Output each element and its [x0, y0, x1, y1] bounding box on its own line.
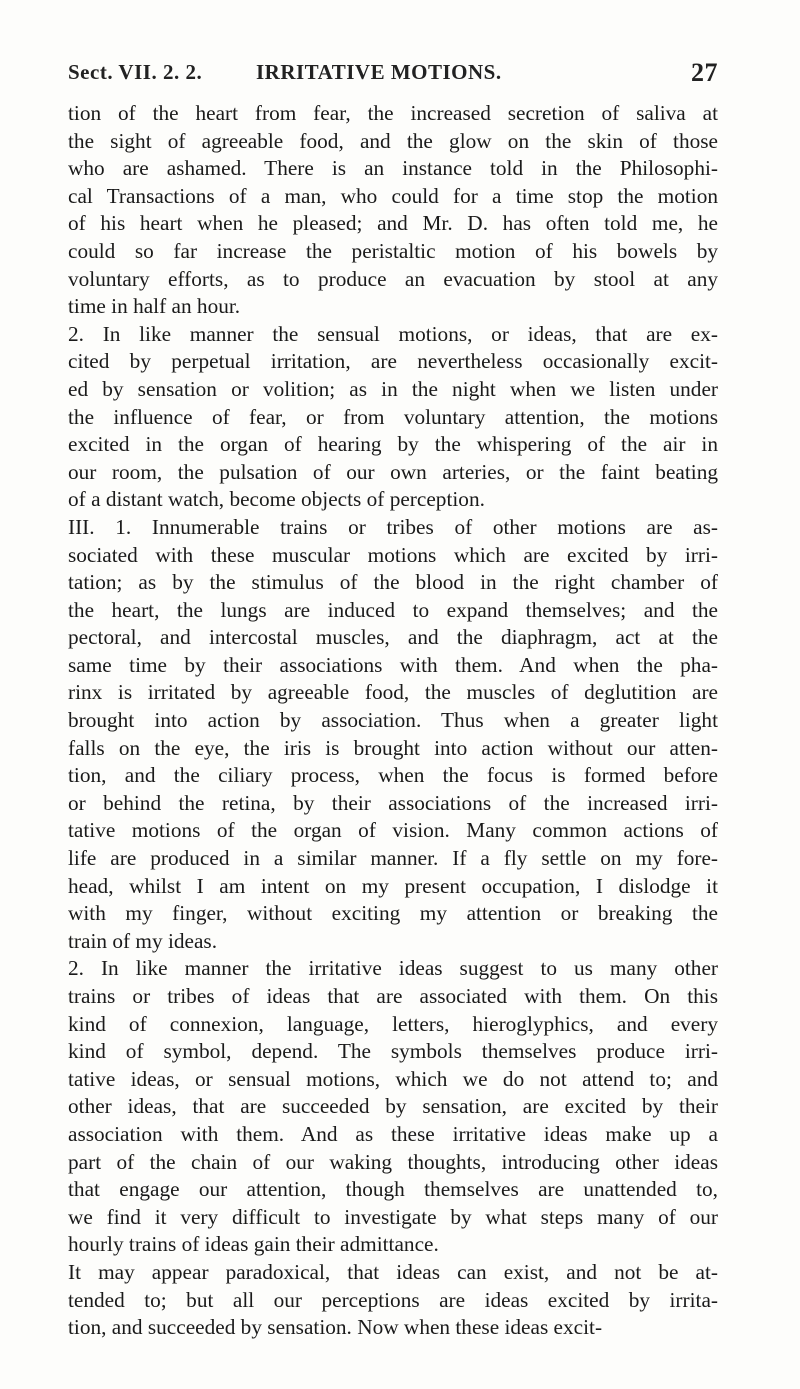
text-line: falls on the eye, the iris is brought into action without our atten-: [68, 735, 718, 760]
text-line: tative ideas, or sensual motions, which we do not attend to; and: [68, 1066, 718, 1091]
text-line: of his heart when he pleased; and Mr. D. has often told me, he: [68, 211, 718, 236]
text-line: life are produced in a similar manner. If a fly settle on my fore-: [68, 846, 718, 871]
text-line: or behind the retina, by their associations of the increased irri-: [68, 790, 718, 815]
text-line: our room, the pulsation of our own arteries, or the faint beating: [68, 459, 718, 484]
text-line: tative motions of the organ of vision. Many common actions of: [68, 818, 718, 843]
text-line: It may appear paradoxical, that ideas can exist, and not be at-: [68, 1259, 718, 1284]
body-text: [68, 100, 718, 1342]
text-line: time in half an hour.: [68, 294, 241, 319]
text-line: 2. In like manner the sensual motions, or ideas, that are ex-: [68, 321, 718, 346]
text-line: of a distant watch, become objects of perception.: [68, 487, 485, 512]
text-line: tation; as by the stimulus of the blood in the right chamber of: [68, 570, 718, 595]
text-line: tion, and succeeded by sensation. Now when these ideas excit-: [68, 1315, 603, 1340]
text-line: sociated with these muscular motions which are excited by irri-: [68, 542, 718, 567]
text-line: head, whilst I am intent on my present occupation, I dislodge it: [68, 873, 718, 898]
text-line: trains or tribes of ideas that are associated with them. On this: [68, 984, 718, 1008]
text-line: brought into action by association. Thus when a greater light: [68, 708, 718, 733]
text-line: with my finger, without exciting my attention or breaking the: [68, 901, 718, 926]
text-line: voluntary efforts, as to produce an evacuation by stool at any: [68, 266, 718, 291]
text-line: cited by perpetual irritation, are nevertheless occasionally excit-: [68, 349, 718, 374]
text-line: the sight of agreeable food, and the glow on the skin of those: [68, 128, 718, 153]
text-line: tion, and the ciliary process, when the focus is formed before: [68, 763, 718, 788]
text-line: tion of the heart from fear, the increased secretion of saliva at: [68, 101, 718, 125]
text-line: who are ashamed. There is an instance told in the Philosophi-: [68, 156, 718, 181]
text-line: rinx is irritated by agreeable food, the muscles of deglutition are: [68, 680, 718, 705]
text-line: the heart, the lungs are induced to expand themselves; and the: [68, 597, 718, 622]
text-line: pectoral, and intercostal muscles, and the diaphragm, act at the: [68, 625, 718, 650]
text-line: other ideas, that are succeeded by sensation, are excited by their: [68, 1094, 718, 1119]
text-line: we find it very difficult to investigate by what steps many of our: [68, 1204, 718, 1229]
text-line: part of the chain of our waking thoughts, introducing other ideas: [68, 1149, 718, 1174]
text-line: that engage our attention, though themselves are unattended to,: [68, 1177, 718, 1202]
text-line: kind of symbol, depend. The symbols themselves produce irri-: [68, 1039, 718, 1064]
chapter-title: IRRITATIVE MOTIONS.: [256, 60, 502, 84]
text-line: the influence of fear, or from voluntary attention, the motions: [68, 404, 718, 429]
text-line: ed by sensation or volition; as in the night when we listen under: [68, 376, 718, 401]
section-reference: Sect. VII. 2. 2.: [68, 60, 203, 84]
text-line: 2. In like manner the irritative ideas suggest to us many other: [68, 956, 718, 981]
text-line: could so far increase the peristaltic motion of his bowels by: [68, 238, 718, 263]
text-line: hourly trains of ideas gain their admittance.: [68, 1232, 439, 1257]
text-line: excited in the organ of hearing by the whispering of the air in: [68, 432, 718, 457]
text-line: III. 1. Innumerable trains or tribes of other motions are as-: [68, 514, 718, 539]
text-line: association with them. And as these irritative ideas make up a: [68, 1121, 718, 1146]
page-number: 27: [691, 58, 718, 87]
text-line: same time by their associations with them. And when the pha-: [68, 652, 718, 677]
text-line: cal Transactions of a man, who could for a time stop the motion: [68, 183, 718, 208]
text-line: kind of connexion, language, letters, hieroglyphics, and every: [68, 1011, 718, 1036]
running-header: [68, 60, 718, 92]
text-line: train of my ideas.: [68, 928, 218, 953]
text-line: tended to; but all our perceptions are ideas excited by irrita-: [68, 1287, 718, 1312]
